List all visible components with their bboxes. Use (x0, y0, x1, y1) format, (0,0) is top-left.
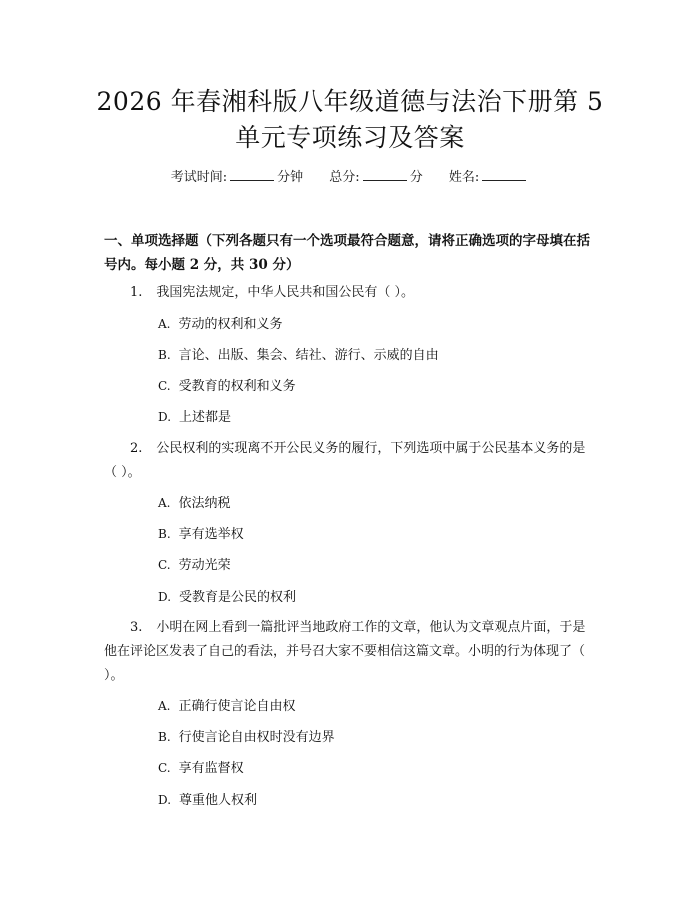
question-1-option-b (158, 343, 598, 368)
option-text: 依法纳税 (178, 496, 231, 511)
option-text: 受教育是公民的权利 (179, 590, 297, 605)
question-3-option-b (158, 725, 598, 750)
question-2-option-d (158, 585, 598, 610)
title-line-2: 单元专项练习及答案 (235, 123, 465, 152)
exam-time-blank (230, 168, 274, 181)
option-text: 劳动的权利和义务 (178, 317, 283, 332)
section-header: 一、单项选择题（下列各题只有一个选项最符合题意，请将正确选项的字母填在括号内。每小题 2 分，共 30 分） (104, 233, 590, 273)
option-letter: B. (158, 527, 171, 541)
option-letter: B. (158, 348, 171, 362)
option-letter: C. (158, 761, 171, 775)
exam-name-blank (482, 168, 526, 181)
question-3-option-c (158, 756, 598, 781)
option-letter: D. (158, 590, 172, 604)
exam-name-label: 姓名: (448, 170, 480, 185)
question-3 (104, 616, 598, 688)
option-text: 享有选举权 (178, 527, 244, 542)
exam-time-label: 考试时间: (170, 170, 228, 185)
option-letter: D. (158, 793, 172, 807)
option-text: 行使言论自由权时没有边界 (178, 730, 335, 745)
option-text: 劳动光荣 (178, 558, 231, 573)
question-2 (104, 437, 598, 485)
title-line-1: 2026 年春湘科版八年级道德与法治下册第 5 (96, 87, 604, 116)
exam-info-line (0, 168, 700, 188)
document-title (60, 84, 640, 156)
exam-name (449, 170, 529, 185)
option-letter: B. (158, 730, 171, 744)
question-2-stem: 公民权利的实现离不开公民义务的履行，下列选项中属于公民基本义务的是（ ）。 (104, 441, 586, 480)
exam-time-unit: 分钟 (277, 170, 304, 185)
question-3-stem: 小明在网上看到一篇批评当地政府工作的文章，他认为文章观点片面，于是他在评论区发表了自己的看法，并号召大家不要相信这篇文章。小明的行为体现了（ ）。 (104, 620, 586, 683)
question-1 (104, 281, 598, 305)
question-1-number: 1. (130, 285, 143, 300)
option-text: 上述都是 (179, 410, 232, 425)
option-letter: C. (158, 558, 171, 572)
question-1-option-d (158, 405, 598, 430)
question-1-option-a (158, 312, 598, 337)
option-text: 正确行使言论自由权 (178, 699, 296, 714)
question-3-option-d (158, 788, 598, 813)
option-letter: A. (158, 699, 171, 713)
option-letter: A. (158, 317, 171, 331)
question-3-number: 3. (130, 620, 143, 635)
question-1-option-c (158, 374, 598, 399)
exam-score-blank (363, 168, 407, 181)
option-text: 享有监督权 (178, 761, 244, 776)
exam-score-label: 总分: (329, 170, 360, 185)
option-text: 尊重他人权利 (179, 793, 258, 808)
question-2-option-c (158, 553, 598, 578)
question-2-option-a (158, 491, 598, 516)
question-2-number: 2. (130, 441, 143, 456)
question-2-option-b (158, 522, 598, 547)
option-text: 言论、出版、集会、结社、游行、示威的自由 (178, 348, 439, 363)
option-letter: D. (158, 410, 172, 424)
option-text: 受教育的权利和义务 (178, 379, 296, 394)
question-1-stem: 我国宪法规定，中华人民共和国公民有（ ）。 (156, 285, 415, 300)
exam-time (171, 170, 308, 185)
option-letter: C. (158, 379, 171, 393)
option-letter: A. (158, 496, 171, 510)
question-3-option-a (158, 694, 598, 719)
exam-score-unit: 分 (409, 170, 423, 185)
exam-score (329, 170, 427, 185)
